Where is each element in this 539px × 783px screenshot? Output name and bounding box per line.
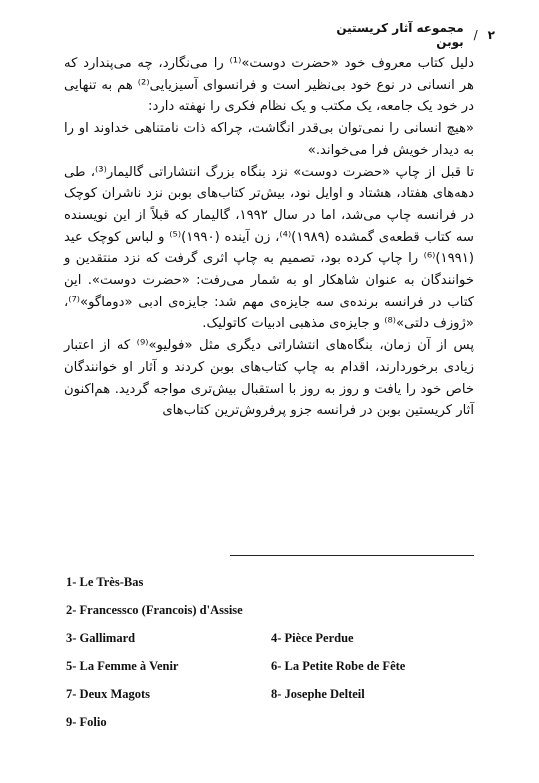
footnote: 9- Folio xyxy=(66,714,107,729)
body-text xyxy=(64,53,474,422)
footnote: 5- La Femme à Venir xyxy=(66,658,179,673)
book-title: مجموعه آثار کریستین بوبن xyxy=(336,21,464,49)
footnote-row xyxy=(66,652,486,680)
footnote: 1- Le Très-Bas xyxy=(66,574,144,589)
footnote: 3- Gallimard xyxy=(66,630,136,645)
footnote: 4- Pièce Perdue xyxy=(271,630,354,645)
footnote: 2- Francessco (Francois) d'Assise xyxy=(66,602,243,617)
footnotes xyxy=(66,568,486,736)
footnote-divider xyxy=(230,555,474,556)
paragraph: پس از آن زمان، بنگاه‌های انتشاراتی دیگری مثل «فولیو»⁽⁹⁾ که از اعتبار زیادی برخوردارند، اقدام به چاپ کتاب‌های بوبن کردند و آثار او خوانندگان خاص خود را یافت و روز به روز با استقبال بیش‌تری مواجه گردید. هم‌اکنون آثار کریستین بوبن در فرانسه جزو پرفروش‌ترین کتاب‌های xyxy=(64,338,474,419)
footnote: 6- La Petite Robe de Fête xyxy=(271,658,406,673)
paragraph: دلیل کتاب معروف خود «حضرت دوست»⁽¹⁾ را می‌نگارد، چه می‌پندارد که هر انسانی در نوع خود بی‌نظیر است و فرانسوای آسیزیایی⁽²⁾ هم به تنهایی در خود یک جامعه، یک مکتب و یک نظام فکری را نهفته دارد: xyxy=(64,56,475,115)
footnote-row xyxy=(66,596,486,624)
footnote-row xyxy=(66,708,486,736)
footnote-row xyxy=(66,568,486,596)
header-separator: / xyxy=(473,28,478,42)
running-header xyxy=(330,21,495,49)
quotation: «هیچ انسانی را نمی‌توان بی‌قدر انگاشت، چراکه ذات نامتناهی خداوند او را به دیدار خویش فرا می‌خواند.» xyxy=(64,121,474,158)
paragraph: تا قبل از چاپ «حضرت دوست» نزد بنگاه بزرگ انتشاراتی گالیمار⁽³⁾، طی دهه‌های هفتاد، هشتاد و اوایل نود، بیش‌تر کتاب‌های بوبن نزد ناشران کوچک در فرانسه چاپ می‌شد، اما در سال ۱۹۹۲، گالیمار که قبلاً از این نویسنده سه کتاب قطعه‌ی گمشده (۱۹۸۹)⁽⁴⁾، زن آینده (۱۹۹۰)⁽⁵⁾ و لباس کوچک عید (۱۹۹۱)⁽⁶⁾ را چاپ کرده بود، تصمیم به چاپ اثری گرفت که نزد منتقدین و خوانندگان به عنوان شاهکار او به شمار می‌رفت: «حضرت دوست». این کتاب در فرانسه برنده‌ی سه جایزه‌ی مهم شد: جایزه‌ی ادبی «دوماگو»⁽⁷⁾، «ژوزف دلتی»⁽⁸⁾ و جایزه‌ی مذهبی ادبیات کاتولیک. xyxy=(64,164,474,332)
footnote: 7- Deux Magots xyxy=(66,686,151,701)
footnote: 8- Josephe Delteil xyxy=(271,686,365,701)
page-number: ۲ xyxy=(487,28,495,42)
footnote-row xyxy=(66,624,486,652)
footnote-row xyxy=(66,680,486,708)
